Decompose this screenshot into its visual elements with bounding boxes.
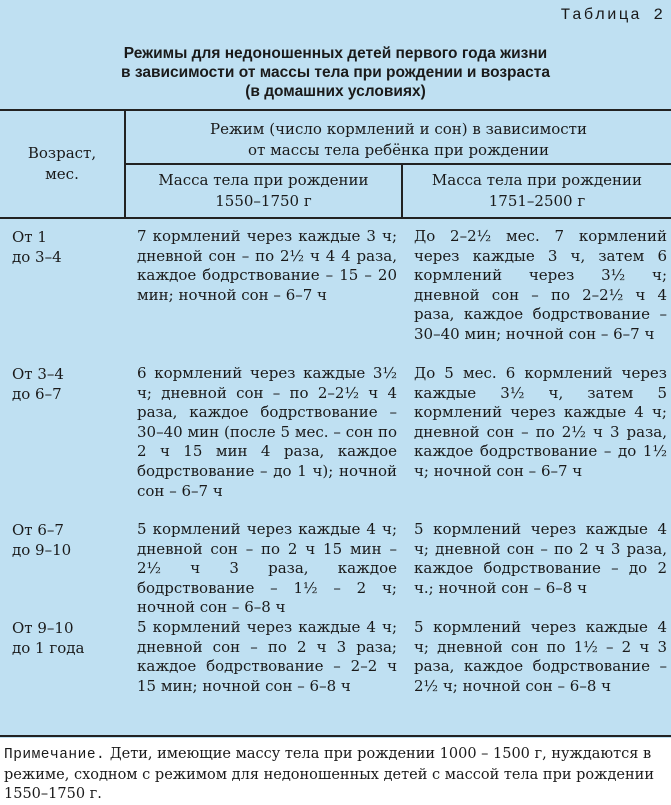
title-line: Режимы для недоношенных детей первого года жизни (123, 45, 548, 62)
header-age: Возраст, мес. (27, 144, 97, 183)
header-mass-1550: Масса тела при рождении 1550–1750 г (158, 171, 369, 210)
table-footnote (4, 745, 668, 805)
header-regime: Режим (число кормлений и сон) в зависимости от массы тела ребёнка при рождении (210, 120, 587, 159)
footnote-label: Примечание. (4, 747, 106, 763)
table-title (0, 44, 671, 101)
regime-cell-1550: 6 кормлений через каждые 3½ ч; дневной сон – по 2–2½ ч 4 раза, каждое бодрствование – 30–40 мин (после 5 мес. – сон по 2 ч 15 мин 4 раза, каждое бодрствование – до 1 ч); ночной сон – 6–7 ч (137, 364, 397, 500)
row-age: От 3–4 до 6–7 (12, 365, 64, 403)
row-age: От 1 до 3–4 (12, 228, 62, 266)
regime-cell-1751: До 5 мес. 6 кормлений через каждые 3½ ч, затем 5 кормлений через каждые 4 ч; дневной сон – по 2½ ч 3 раза, каждое бодрствование – до 1½ ч; ночной сон – 6–7 ч (414, 364, 667, 480)
footnote-text: Дети, имеющие массу тела при рождении 1000 – 1500 г, нуждаются в режиме, сходном с режимом для недоношенных детей с массой тела при рождении 1550–1750 г. (4, 746, 655, 802)
header-mass-1751: Масса тела при рождении 1751–2500 г (431, 171, 643, 210)
row-age: От 6–7 до 9–10 (12, 521, 72, 559)
regime-cell-1550: 5 кормлений через каждые 4 ч; дневной сон – по 2 ч 15 мин – 2½ ч 3 раза, каждое бодрствование – 1½ – 2 ч; ночной сон – 6–8 ч (137, 520, 397, 617)
regime-cell-1550: 7 кормлений через каждые 3 ч; дневной сон – по 2½ ч 4 4 раза, каждое бодрствование – 15 – 20 мин; ночной сон – 6–7 ч (137, 227, 397, 304)
regime-cell-1751: 5 кормлений через каждые 4 ч; дневной сон по 1½ – 2 ч 3 раза, каждое бодрствование – 2½ ч; ночной сон – 6–8 ч (414, 618, 667, 695)
regime-subheader-rule (125, 163, 671, 165)
regime-cell-1751: До 2–2½ мес. 7 кормлений через каждые 3 ч, затем 6 кормлений через 3½ ч; дневной сон – по 2–2½ ч 4 раза, каждое бодрствование – 30–40 мин; ночной сон – 6–7 ч (414, 227, 667, 343)
title-line: в зависимости от массы тела при рождении и возраста (121, 64, 550, 81)
table-bottom-rule (0, 735, 671, 737)
header-bottom-rule (0, 217, 671, 219)
table-top-rule (0, 109, 671, 111)
regime-cell-1550: 5 кормлений через каждые 4 ч; дневной сон – по 2 ч 3 раза; каждое бодрствование – 2–2 ч 15 мин; ночной сон – 6–8 ч (137, 618, 397, 695)
regime-cell-1751: 5 кормлений через каждые 4 ч; дневной сон – по 2 ч 3 раза, каждое бодрствование – до 2 ч.; ночной сон – 6–8 ч (414, 520, 667, 597)
title-line: (в домашних условиях) (245, 83, 426, 100)
row-age: От 9–10 до 1 года (12, 619, 85, 657)
table-number: Таблица 2 (560, 6, 665, 24)
